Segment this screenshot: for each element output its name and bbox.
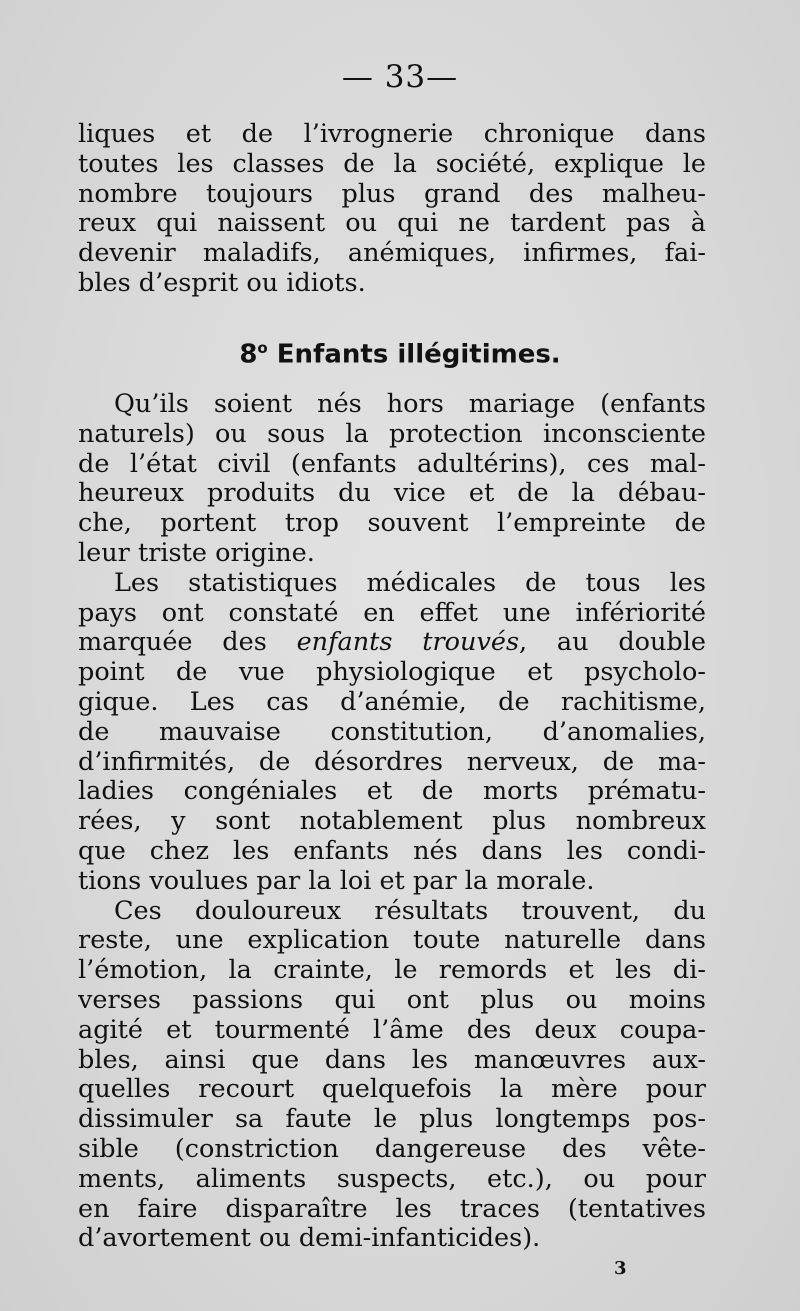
text-line: nombre toujours plus grand des malheu- bbox=[78, 179, 706, 209]
text-line: verses passions qui ont plus ou moins bbox=[78, 985, 706, 1015]
text-line: point de vue physiologique et psycholo- bbox=[78, 658, 706, 688]
text-line: tions voulues par la loi et par la morale. bbox=[78, 866, 595, 896]
text-line: l’émotion, la crainte, le remords et les di- bbox=[78, 956, 706, 986]
text-line: ladies congéniales et de morts prématu- bbox=[78, 777, 706, 807]
text-line: Qu’ils soient nés hors mariage (enfants bbox=[114, 390, 706, 419]
text-line: de mauvaise constitution, d’anomalies, bbox=[78, 717, 706, 747]
text-line: bles d’esprit ou idiots. bbox=[78, 268, 366, 298]
text-line: che, portent trop souvent l’empreinte de bbox=[78, 509, 706, 539]
section-heading bbox=[0, 330, 800, 373]
italic-phrase: enfants trouvés bbox=[296, 628, 520, 658]
text-line: toutes les classes de la société, explique le bbox=[78, 149, 706, 179]
text-line: devenir maladifs, anémiques, infirmes, fai- bbox=[78, 239, 706, 269]
text-line: reux qui naissent ou qui ne tardent pas à bbox=[78, 209, 706, 239]
text-line: de l’état civil (enfants adultérins), ces mal- bbox=[78, 449, 706, 479]
text-line: Les statistiques médicales de tous les bbox=[114, 568, 706, 598]
section-title: Enfants illégitimes. bbox=[276, 339, 561, 370]
text-line: en faire disparaître les traces (tentatives bbox=[78, 1194, 706, 1224]
text-line: quelles recourt quelquefois la mère pour bbox=[78, 1075, 706, 1105]
text-line: d’infirmités, de désordres nerveux, de ma- bbox=[78, 747, 706, 777]
text-line: agité et tourmenté l’âme des deux coupa- bbox=[78, 1015, 706, 1045]
signature-mark: 3 bbox=[614, 1258, 627, 1279]
text-line: dissimuler sa faute le plus longtemps pos- bbox=[78, 1105, 706, 1135]
section-number: 8 bbox=[239, 339, 258, 370]
text-line: rées, y sont notablement plus nombreux bbox=[78, 807, 706, 837]
text-line: leur triste origine. bbox=[78, 538, 315, 568]
text-line: ments, aliments suspects, etc.), ou pour bbox=[78, 1164, 706, 1194]
text-line: pays ont constaté en effet une infériorité bbox=[78, 598, 706, 628]
text-line: gique. Les cas d’anémie, de rachitisme, bbox=[78, 687, 706, 717]
text-line: reste, une explication toute naturelle dans bbox=[78, 926, 706, 956]
section-ordinal: o bbox=[257, 339, 268, 357]
text-line: liques et de l’ivrognerie chronique dans bbox=[78, 120, 706, 149]
text-line: d’avortement ou demi-infanticides). bbox=[78, 1224, 541, 1254]
paragraph-block-1 bbox=[78, 120, 706, 299]
page-number: — 33— bbox=[341, 59, 459, 95]
text-line: Ces douloureux résultats trouvent, du bbox=[114, 896, 706, 926]
text-line: heureux produits du vice et de la débau- bbox=[78, 479, 706, 509]
text-line: bles, ainsi que dans les manœuvres aux- bbox=[78, 1045, 706, 1075]
paragraph-block-2 bbox=[78, 390, 706, 1254]
text-line: marquée des enfants trouvés, au double bbox=[78, 628, 706, 658]
text-line: que chez les enfants nés dans les condi- bbox=[78, 836, 706, 866]
text-line: naturels) ou sous la protection inconsciente bbox=[78, 419, 706, 449]
text-line: sible (constriction dangereuse des vête- bbox=[78, 1134, 706, 1164]
